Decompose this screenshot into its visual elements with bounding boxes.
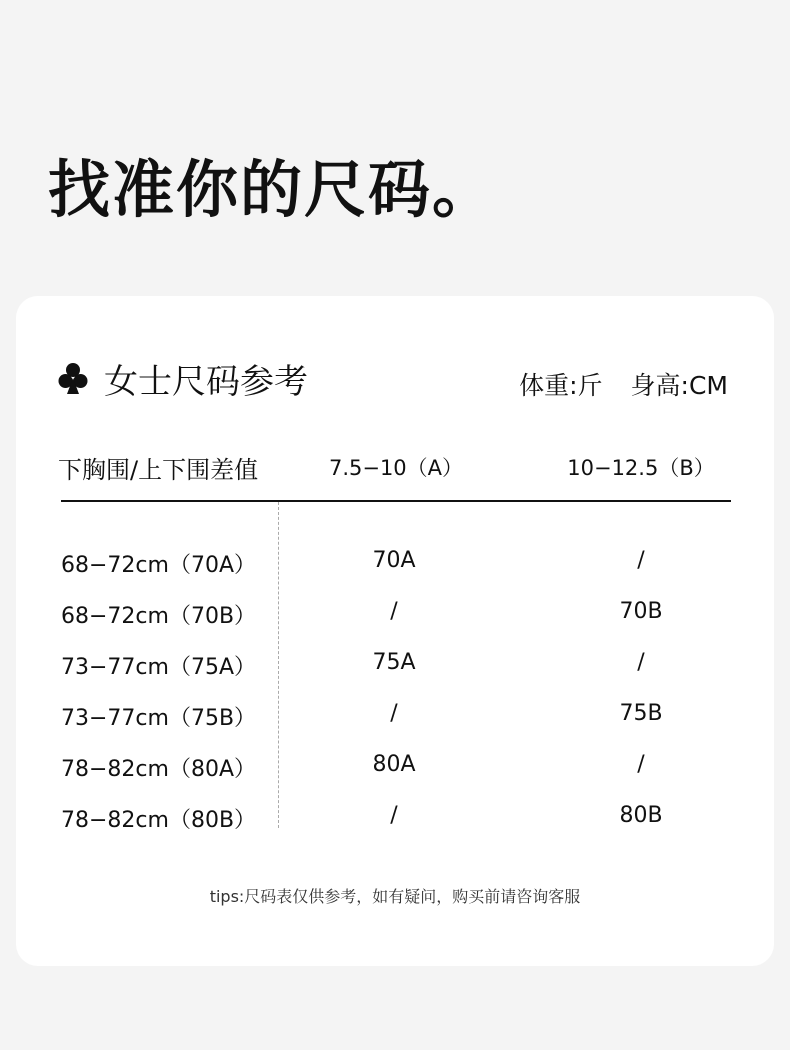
cup-b-cell: 80B [619,803,663,828]
column-header-cup-a: 7.5−10（A） [328,456,464,480]
table-row [16,689,774,740]
cup-a-cell: / [390,701,398,726]
table-row [16,791,774,842]
size-chart-card [16,296,774,966]
underbust-cell: 68−72cm（70B） [61,604,257,629]
card-header [58,354,308,403]
underbust-cell: 78−82cm（80B） [61,808,257,833]
cup-b-cell: 70B [619,599,663,624]
weight-unit-label: 体重:斤 [519,371,603,400]
cup-a-cell: 70A [372,548,416,573]
header-divider [61,500,731,502]
cup-b-cell: / [637,650,645,675]
cup-a-cell: / [390,599,398,624]
underbust-cell: 73−77cm（75B） [61,706,257,731]
underbust-cell: 78−82cm（80A） [61,757,256,782]
cup-a-cell: 80A [372,752,416,777]
tips-note: tips:尺码表仅供参考，如有疑问，购买前请咨询客服 [209,887,581,906]
cup-a-cell: / [390,803,398,828]
height-unit-label: 身高:CM [630,371,728,400]
club-icon [58,362,88,396]
table-row [16,740,774,791]
column-header-underbust: 下胸围/上下围差值 [58,456,259,484]
underbust-cell: 68−72cm（70A） [61,553,256,578]
card-title: 女士尺码参考 [104,362,308,402]
underbust-cell: 73−77cm（75A） [61,655,256,680]
cup-b-cell: 75B [619,701,663,726]
cup-b-cell: / [637,548,645,573]
cup-b-cell: / [637,752,645,777]
table-row [16,587,774,638]
size-table-body [16,536,774,842]
column-header-cup-b: 10−12.5（B） [567,456,715,480]
cup-a-cell: 75A [372,650,416,675]
table-row [16,638,774,689]
page-title: 找准你的尺码。 [48,153,497,226]
unit-legend [519,366,728,402]
table-row [16,536,774,587]
